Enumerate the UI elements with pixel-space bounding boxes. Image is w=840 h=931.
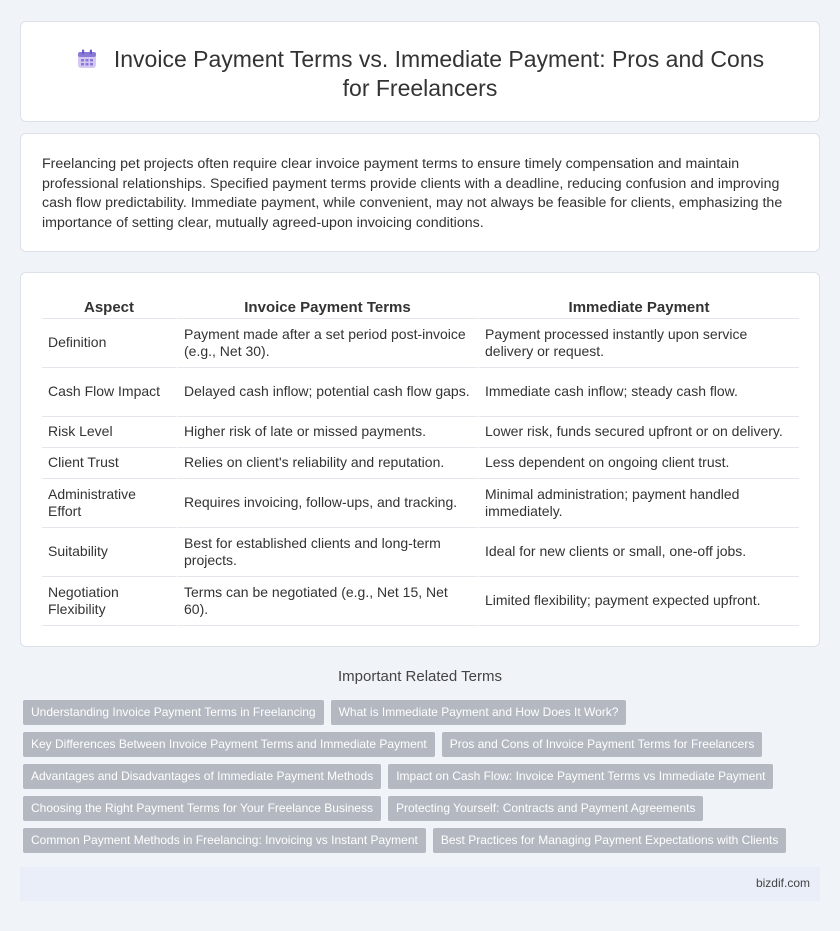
- immediate-cell: Limited flexibility; payment expected upfront.: [479, 577, 799, 626]
- related-term-link[interactable]: Common Payment Methods in Freelancing: Invoicing vs Instant Payment: [23, 828, 426, 853]
- related-term-link[interactable]: Choosing the Right Payment Terms for Your Freelance Business: [23, 796, 381, 821]
- related-term-link[interactable]: Understanding Invoice Payment Terms in Freelancing: [23, 700, 324, 725]
- invoice-cell: Relies on client's reliability and reputation.: [178, 448, 479, 479]
- header-card: [20, 21, 820, 122]
- related-term-link[interactable]: Impact on Cash Flow: Invoice Payment Terms vs Immediate Payment: [388, 764, 773, 789]
- footer: [20, 867, 820, 901]
- intro-card: [20, 133, 820, 252]
- immediate-cell: Minimal administration; payment handled immediately.: [479, 479, 799, 528]
- title-line-1: Invoice Payment Terms vs. Immediate Payment: Pros and Cons: [113, 46, 765, 72]
- immediate-cell: Less dependent on ongoing client trust.: [479, 448, 799, 479]
- table-row: [42, 528, 799, 577]
- aspect-cell: Definition: [42, 319, 178, 368]
- related-term-link[interactable]: Pros and Cons of Invoice Payment Terms for Freelancers: [442, 732, 763, 757]
- related-term-link[interactable]: Advantages and Disadvantages of Immediate Payment Methods: [23, 764, 381, 789]
- page-title: [61, 45, 779, 103]
- table-row: [42, 319, 799, 368]
- tag-row: [23, 732, 813, 757]
- header-invoice-terms: Invoice Payment Terms: [178, 297, 479, 319]
- intro-paragraph: Freelancing pet projects often require clear invoice payment terms to ensure timely compensation and maintain professional relationships. Specified payment terms provide clients with a deadline, reducing confusion and improving cash flow predictability. Immediate payment, while convenient, may not always be feasible for clients, emphasizing the importance of setting clear, mutually agreed-upon invoicing conditions.: [42, 156, 783, 231]
- header-immediate-payment: Immediate Payment: [479, 297, 799, 319]
- table-header-row: [42, 297, 799, 319]
- aspect-cell: Client Trust: [42, 448, 178, 479]
- related-term-link[interactable]: What is Immediate Payment and How Does It Work?: [331, 700, 627, 725]
- invoice-cell: Higher risk of late or missed payments.: [178, 417, 479, 448]
- comparison-card: [20, 272, 820, 647]
- table-row: [42, 448, 799, 479]
- table-row: [42, 479, 799, 528]
- tag-row: [23, 764, 813, 789]
- footer-site-name: bizdif.com: [755, 876, 810, 890]
- related-term-link[interactable]: Best Practices for Managing Payment Expectations with Clients: [433, 828, 787, 853]
- aspect-cell: Risk Level: [42, 417, 178, 448]
- comparison-table: [42, 297, 799, 626]
- related-term-link[interactable]: Key Differences Between Invoice Payment Terms and Immediate Payment: [23, 732, 435, 757]
- header-aspect: Aspect: [42, 297, 178, 319]
- table-row: [42, 577, 799, 626]
- immediate-cell: Lower risk, funds secured upfront or on delivery.: [479, 417, 799, 448]
- immediate-cell: Ideal for new clients or small, one-off jobs.: [479, 528, 799, 577]
- title-line-2: for Freelancers: [342, 75, 498, 101]
- table-row: [42, 368, 799, 417]
- related-terms-list: [23, 700, 813, 860]
- calendar-icon: [76, 48, 98, 70]
- invoice-cell: Payment made after a set period post-invoice (e.g., Net 30).: [178, 319, 479, 368]
- tag-row: [23, 828, 813, 853]
- related-terms-heading: Important Related Terms: [338, 668, 502, 685]
- aspect-cell: Cash Flow Impact: [42, 368, 178, 417]
- aspect-cell: Negotiation Flexibility: [42, 577, 178, 626]
- aspect-cell: Administrative Effort: [42, 479, 178, 528]
- tag-row: [23, 700, 813, 725]
- table-row: [42, 417, 799, 448]
- immediate-cell: Payment processed instantly upon service delivery or request.: [479, 319, 799, 368]
- related-term-link[interactable]: Protecting Yourself: Contracts and Payment Agreements: [388, 796, 704, 821]
- invoice-cell: Terms can be negotiated (e.g., Net 15, Net 60).: [178, 577, 479, 626]
- invoice-cell: Requires invoicing, follow-ups, and tracking.: [178, 479, 479, 528]
- tag-row: [23, 796, 813, 821]
- invoice-cell: Delayed cash inflow; potential cash flow gaps.: [178, 368, 479, 417]
- immediate-cell: Immediate cash inflow; steady cash flow.: [479, 368, 799, 417]
- invoice-cell: Best for established clients and long-term projects.: [178, 528, 479, 577]
- aspect-cell: Suitability: [42, 528, 178, 577]
